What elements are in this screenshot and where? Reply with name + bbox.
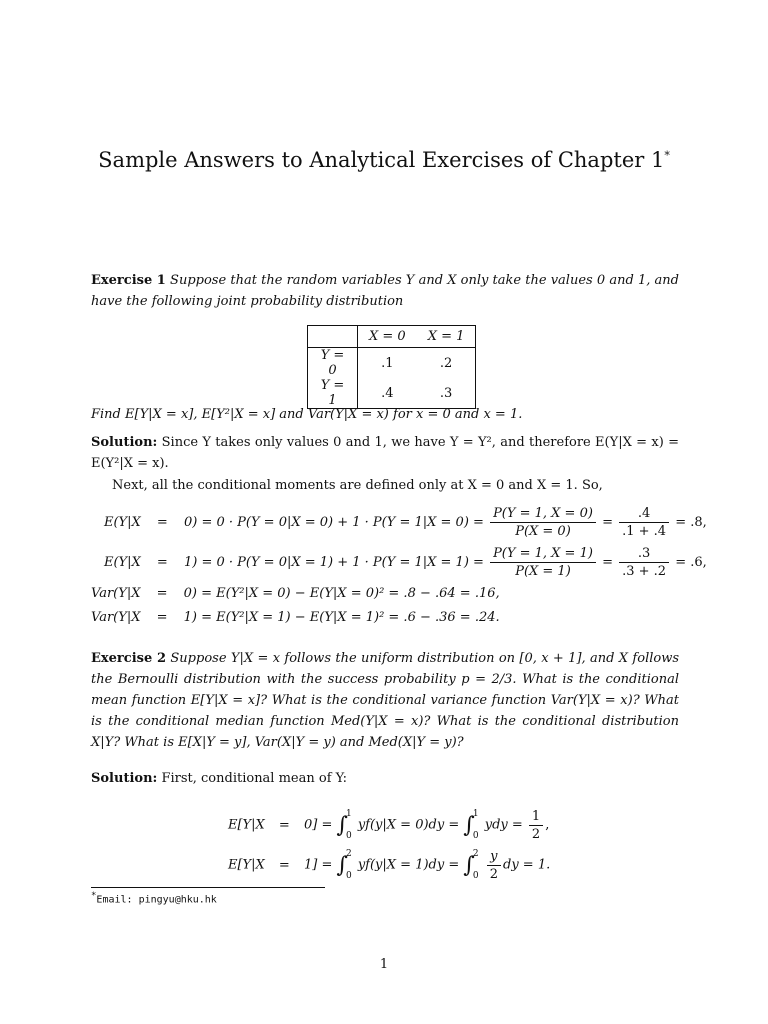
equation-cond-mean-y-x0 <box>228 803 549 847</box>
frac-den: .1 + .4 <box>622 524 667 539</box>
upper-limit: 2 <box>472 849 479 859</box>
eq-part: ydy = <box>484 817 523 833</box>
exercise-2-text: Suppose Y|X = x follows the uniform distribution on [0, x + 1], and X follows the Bernoulli distribution with the success probability p = 2/3. What is the conditional mean function E[Y|X = x]? What is the conditional variance function Var(Y|X = x)? What is the conditional median function Med(Y|X = x)? What is the conditional distribution X|Y? What is E[X|Y = y], Var(X|Y = y) and Med(X|Y = y)? <box>91 651 680 750</box>
eq-lhs: E[Y|X <box>228 817 265 833</box>
eq-part: dy = 1. <box>503 857 551 873</box>
integral-sign: ∫ <box>463 812 475 838</box>
table-cell: .1 <box>358 348 417 379</box>
eq-lhs: Var(Y|X <box>91 610 141 625</box>
frac-num: P(Y = 1, X = 1) <box>490 545 596 563</box>
eq-lhs: E(Y|X <box>104 555 141 570</box>
frac-den: 2 <box>531 826 541 842</box>
eq-end: , <box>545 817 550 833</box>
eq-lhs: Var(Y|X <box>91 586 141 601</box>
footnote-text: Email: pingyu@hku.hk <box>96 894 217 906</box>
table-col-header: X = 1 <box>417 326 476 348</box>
frac-den: P(X = 1) <box>515 564 571 579</box>
eq-sign: = <box>156 586 168 601</box>
exercise-1-find: Find E[Y|X = x], E[Y²|X = x] and Var(Y|X = x) for x = 0 and x = 1. <box>91 407 523 422</box>
frac-den: 2 <box>489 866 498 882</box>
eq-mid: 1) = 0 · P(Y = 0|X = 1) + 1 · P(Y = 1|X = 1) = <box>183 555 484 570</box>
equation-cond-var-x0 <box>91 586 500 601</box>
solution-text: First, conditional mean of Y: <box>161 771 348 786</box>
fraction <box>487 848 501 883</box>
title-text: Sample Answers to Analytical Exercises of Chapter 1 <box>98 148 665 172</box>
eq-sign: = <box>278 857 290 873</box>
exercise-1-statement <box>91 270 679 312</box>
table-cell: .3 <box>417 378 476 409</box>
table-col-header: X = 0 <box>358 326 417 348</box>
upper-limit: 1 <box>345 809 352 819</box>
solution-label: Solution: <box>91 771 158 786</box>
upper-limit: 1 <box>472 809 479 819</box>
table-row-header: Y = 0 <box>308 348 358 379</box>
solution-label: Solution: <box>91 435 158 450</box>
eq-sign: = <box>156 555 168 570</box>
fraction <box>619 505 669 540</box>
page-number: 1 <box>379 957 389 972</box>
page-title <box>0 148 768 172</box>
upper-limit: 2 <box>345 849 352 859</box>
table-corner-cell <box>308 326 358 348</box>
lower-limit: 0 <box>472 831 479 841</box>
equation-cond-mean-x0: E(Y|X = 0) = 0 · P(Y = 0|X = 0) + 1 · P(Y = 1|X = 0) = $\frac{P(Y = 1, X = 0)}{P(X = 0)}$ = $\frac{.4}{.1 + .4}$ = .8, <box>104 506 707 539</box>
footnote-rule <box>91 887 325 888</box>
fraction <box>619 545 669 580</box>
lower-limit: 0 <box>345 831 352 841</box>
integral-sign: ∫ <box>463 852 475 878</box>
eq-sign: = <box>156 610 168 625</box>
integral-sign: ∫ <box>336 812 348 838</box>
exercise-1-label: Exercise 1 <box>91 273 166 288</box>
integral-sign: ∫ <box>336 852 348 878</box>
fraction <box>490 545 596 580</box>
frac-num: .4 <box>619 505 669 523</box>
eq-part: 1] = <box>303 857 333 873</box>
eq-end: = .6, <box>675 555 707 570</box>
eq-rest: 0) = E(Y²|X = 0) − E(Y|X = 0)² = .8 − .64 = .16, <box>183 586 500 601</box>
eq-mid: 0) = 0 · P(Y = 0|X = 0) + 1 · P(Y = 1|X = 0) = <box>183 515 484 530</box>
fraction <box>490 505 596 540</box>
frac-num: 1 <box>529 808 543 826</box>
eq-lhs: E(Y|X <box>104 515 141 530</box>
lower-limit: 0 <box>472 871 479 881</box>
exercise-2-solution <box>91 768 679 789</box>
equation-cond-mean-x1: E(Y|X = 1) = 0 · P(Y = 0|X = 1) + 1 · P(Y = 1|X = 1) = $\frac{P(Y = 1, X = 1)}{P(X = 1)}$ = $\frac{.3}{.3 + .2}$ = .6, <box>104 546 707 579</box>
table-cell: .2 <box>417 348 476 379</box>
table-cell: .4 <box>358 378 417 409</box>
exercise-2-label: Exercise 2 <box>91 651 167 666</box>
frac-den: P(X = 0) <box>515 524 571 539</box>
footnote-mark: * <box>91 891 97 901</box>
fraction <box>529 808 543 843</box>
joint-probability-table <box>307 325 476 409</box>
eq-sign: = <box>156 515 168 530</box>
eq-sign: = <box>278 817 290 833</box>
lower-limit: 0 <box>345 871 352 881</box>
equation-cond-mean-y-x1 <box>228 843 550 887</box>
exercise-1-solution <box>91 432 679 474</box>
eq-part: yf(y|X = 1)dy = <box>357 857 460 873</box>
footnote <box>91 891 217 905</box>
title-footnote-mark: * <box>664 149 670 162</box>
eq-lhs: E[Y|X <box>228 857 265 873</box>
frac-num: .3 <box>619 545 669 563</box>
exercise-1-next: Next, all the conditional moments are defined only at X = 0 and X = 1. So, <box>112 478 603 493</box>
table-row-header: Y = 1 <box>308 378 358 409</box>
eq-part: 0] = <box>303 817 333 833</box>
frac-den: .3 + .2 <box>622 564 667 579</box>
frac-num: P(Y = 1, X = 0) <box>490 505 596 523</box>
eq-part: yf(y|X = 0)dy = <box>357 817 460 833</box>
exercise-1-text: Suppose that the random variables Y and X only take the values 0 and 1, and have the following joint probability distribution <box>91 273 679 309</box>
frac-num: y <box>487 848 501 866</box>
exercise-2-statement <box>91 648 679 753</box>
solution-text: Since Y takes only values 0 and 1, we have Y = Y², and therefore E(Y|X = x) = E(Y²|X = x). <box>91 435 679 471</box>
equation-cond-var-x1 <box>91 610 500 625</box>
eq-rest: 1) = E(Y²|X = 1) − E(Y|X = 1)² = .6 − .36 = .24. <box>183 610 500 625</box>
eq-end: = .8, <box>675 515 707 530</box>
